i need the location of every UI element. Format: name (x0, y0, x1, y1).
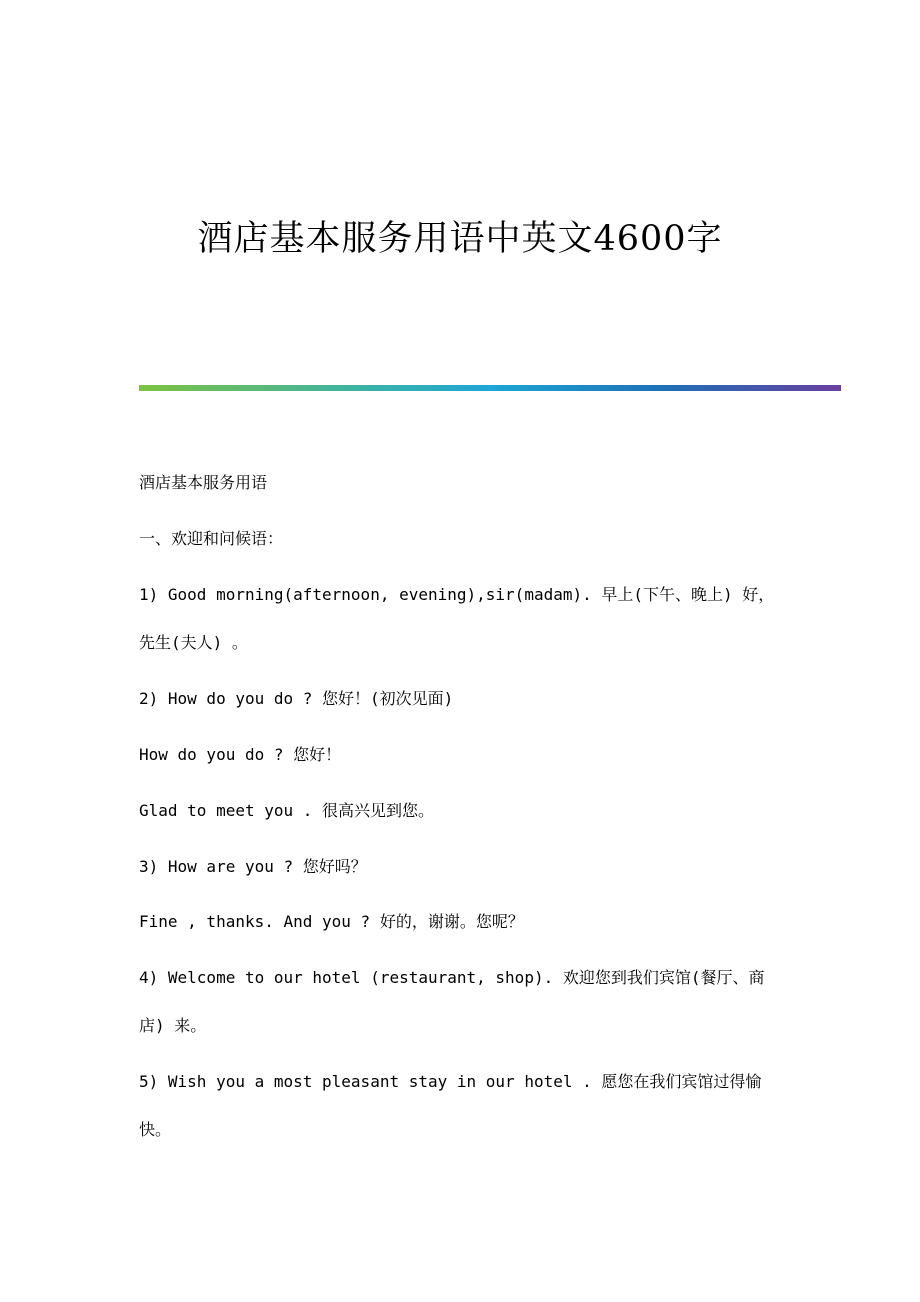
text-line: 3) How are you ? 您好吗？ (139, 857, 367, 876)
text-line: How do you do ? 您好！ (139, 745, 342, 764)
text-line: Fine , thanks. And you ? 好的，谢谢。您呢？ (139, 912, 524, 931)
text-line: 快。 (139, 1120, 172, 1139)
text-line: 4) Welcome to our hotel (restaurant, shop). 欢迎您到我们宾馆(餐厅、商 (139, 968, 765, 987)
section-heading: 酒店基本服务用语 (139, 473, 268, 492)
text-line: Glad to meet you . 很高兴见到您。 (139, 801, 435, 820)
gradient-divider (139, 385, 841, 391)
text-line: 先生(夫人) 。 (139, 633, 248, 652)
subsection-heading: 一、欢迎和问候语： (139, 529, 284, 548)
text-line: 2) How do you do ? 您好！(初次见面) (139, 689, 454, 708)
text-line: 1) Good morning(afternoon, evening),sir(madam). 早上(下午、晚上) 好， (139, 585, 775, 604)
document-title: 酒店基本服务用语中英文4600字 (197, 219, 723, 259)
text-line: 5) Wish you a most pleasant stay in our hotel . 愿您在我们宾馆过得愉 (139, 1072, 762, 1091)
text-line: 店) 来。 (139, 1016, 207, 1035)
